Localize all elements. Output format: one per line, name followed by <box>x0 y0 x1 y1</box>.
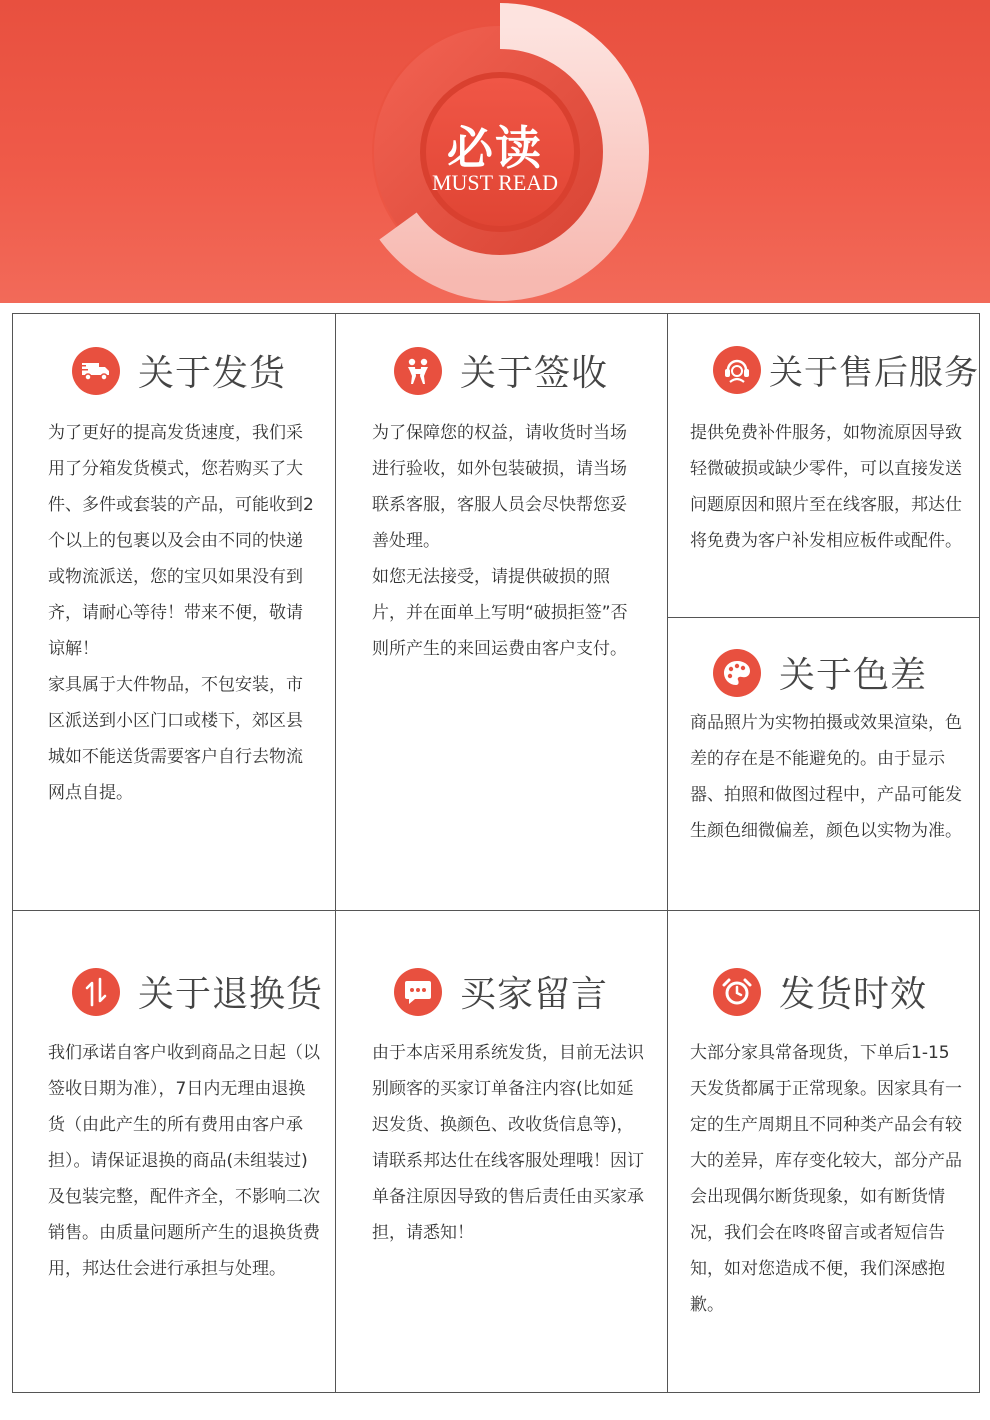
section-title: 关于售后服务 <box>769 353 979 393</box>
headset-icon <box>713 346 761 394</box>
section-title: 关于签收 <box>460 353 609 394</box>
section-title: 发货时效 <box>779 974 928 1015</box>
banner-subtitle: MUST READ <box>431 170 559 195</box>
section-title: 买家留言 <box>460 974 609 1015</box>
section-paragraph: 家具属于大件物品，不包安装，市区派送到小区门口或楼下，郊区县城如不能送货需要客户自行去物流网点自提。 <box>48 675 303 803</box>
alarm-clock-icon <box>713 968 761 1016</box>
section-paragraph: 为了更好的提高发货速度，我们采用了分箱发货模式，您若购买了大件、多件或套装的产品，可能收到2个以上的包裹以及会由不同的快递或物流派送，您的宝贝如果没有到齐，请耐心等待！带来不便，敬请谅解！ <box>48 423 314 659</box>
grid-border <box>12 1392 980 1393</box>
section-title: 关于发货 <box>138 353 287 394</box>
section-paragraph: 由于本店采用系统发货，目前无法识别顾客的买家订单备注内容(比如延迟发货、换颜色、改收货信息等)，请联系邦达仕在线客服处理哦！因订单备注原因导致的售后责任由买家承担，请悉知！ <box>372 1043 644 1243</box>
section-paragraph: 商品照片为实物拍摄或效果渲染，色差的存在是不能避免的。由于显示器、拍照和做图过程中，产品可能发生颜色细微偏差，颜色以实物为准。 <box>690 713 962 841</box>
exchange-arrows-icon <box>72 968 120 1016</box>
section-paragraph: 大部分家具常备现货，下单后1-15天发货都属于正常现象。因家具有一定的生产周期且不同种类产品会有较大的差异，库存变化较大，部分产品会出现偶尔断货现象，如有断货情况，我们会在咚咚留言或者短信告知，如对您造成不便，我们深感抱歉。 <box>690 1043 962 1315</box>
section-paragraph: 为了保障您的权益，请收货时当场进行验收，如外包装破损，请当场联系客服，客服人员会尽快帮您妥善处理。 <box>372 423 627 551</box>
section-paragraph: 如您无法接受，请提供破损的照片，并在面单上写明“破损拒签”否则所产生的来回运费由客户支付。 <box>372 567 628 659</box>
banner-title: 必读 <box>447 121 543 175</box>
section-title: 关于色差 <box>779 655 928 696</box>
grid-border <box>12 313 980 314</box>
truck-icon <box>72 347 120 395</box>
grid-border <box>667 313 668 1393</box>
section-title: 关于退换货 <box>138 974 324 1015</box>
section-paragraph: 我们承诺自客户收到商品之日起（以签收日期为准），7日内无理由退换货（由此产生的所有费用由客户承担）。请保证退换的商品(未组装过)及包装完整，配件齐全，不影响二次销售。由质量问题所产生的退换货费用，邦达仕会进行承担与处理。 <box>48 1043 320 1279</box>
section-paragraph: 提供免费补件服务，如物流原因导致轻微破损或缺少零件，可以直接发送问题原因和照片至在线客服，邦达仕将免费为客户补发相应板件或配件。 <box>690 423 962 551</box>
grid-border <box>335 313 336 1393</box>
grid-border <box>12 313 13 1393</box>
chat-bubble-icon <box>394 968 442 1016</box>
grid-border <box>12 910 980 911</box>
grid-border <box>979 313 980 1393</box>
palette-icon <box>713 649 761 697</box>
grid-border <box>668 617 980 618</box>
must-read-banner <box>0 0 990 303</box>
handover-icon <box>394 347 442 395</box>
